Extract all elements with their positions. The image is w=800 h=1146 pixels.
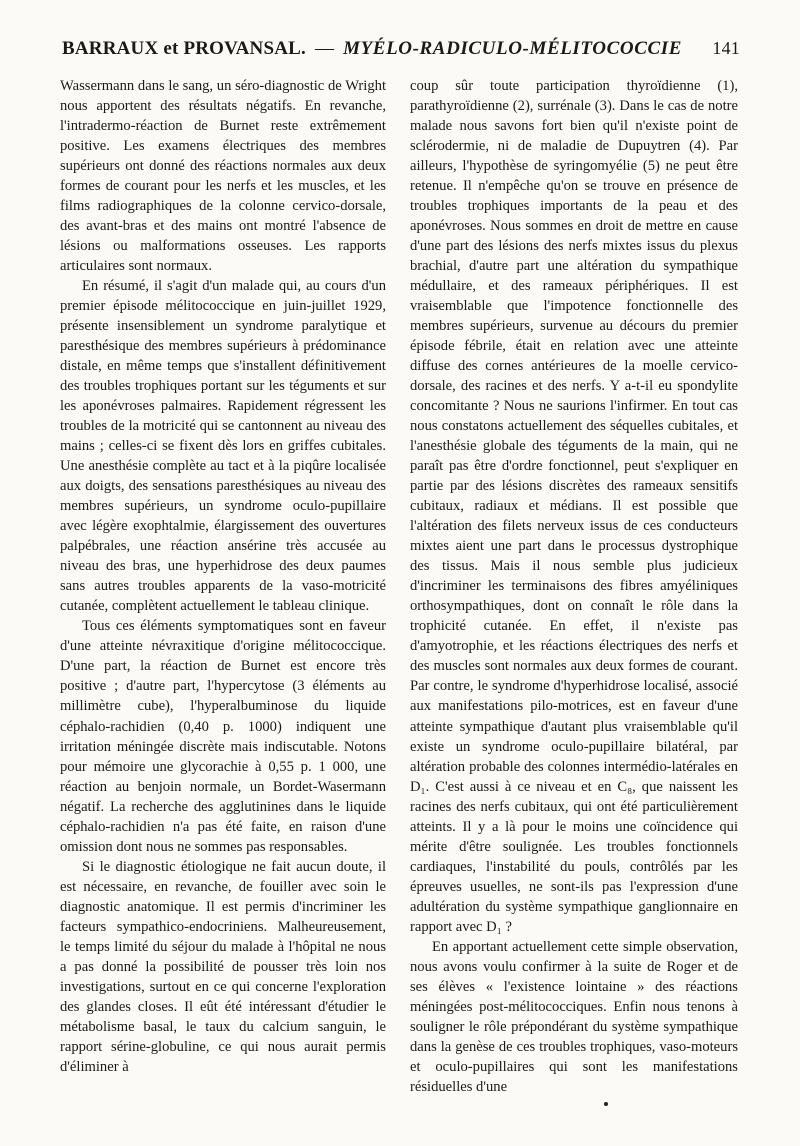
right-paragraph-1: coup sûr toute participation thyroïdienne (1), parathyroïdienne (2), surrénale (3). Dans le cas de notre malade nous savons fort bien qu'il n'existe point de sclérodermie, ni de maladie de Dupuytren (4). Par ailleurs, l'hypothèse de syringomyélie (5) ne peut être retenue. Il n'empêche qu'on se trouve en présence de troubles trophiques importants de la peau et des aponévroses. Nous sommes en droit de mettre en cause d'une part des lésions des nerfs mixtes issus du plexus brachial, d'autre part une altération du sympathique médullaire, et des rameaux périphériques. Il est vraisemblable que l'impotence fonctionnelle des membres supérieurs, survenue au décours du premier épisode fébrile, était en relation avec une atteinte diffuse des cornes antérieures de la moelle cervico-dorsale, des racines et des nerfs. Y a-t-il eu spondylite concomitante ? Nous ne saurions l'infirmer. En tout cas nous constatons actuellement des séquelles cubitales, et l'anesthésie globale des téguments de la main, qui ne paraît pas être d'ordre fonctionnel, peut s'expliquer en partie par des lésions discrètes des rameaux sensitifs cubitaux, radiaux et médians. Il est possible que l'altération des filets nerveux issus de ces conducteurs mixtes aient une part dans le processus dystrophique des tissus. Mais il nous semble plus judicieux d'incriminer les terminaisons des fibres amyéliniques orthosympathiques, dont on connaît le rôle dans la trophicité cutanée. En effet, il n'existe pas d'amyotrophie, et les réactions électriques des nerfs et des muscles sont normales aux deux formes de courant. Par contre, le syndrome d'hyperhidrose localisé, associé aux manifestations pilo-motrices, est en faveur d'une atteinte sympathique d'autant plus vraisemblable qu'il existe un syndrome oculo-pupillaire bilatéral, par altération probable des colonnes intermédio-latérales en D₁. C'est aussi à ce niveau et en C₈, que naissent les racines des nerfs cubitaux, qui ont été particulièrement atteints. Il y a là pour le moins une coïncidence qui mérite d'être soulignée. Les troubles fonctionnels cardiaques, l'instabilité du pouls, contrôlés par les épreuves usuelles, ne sont-ils pas l'expression d'une adultération du système sympathique ganglionnaire en rapport avec D₁ ? (410, 78, 738, 935)
page-number: 141 (712, 38, 740, 58)
left-column (60, 76, 386, 1077)
header-authors: BARRAUX et PROVANSAL. (62, 38, 306, 59)
left-paragraph-3: Tous ces éléments symptomatiques sont en faveur d'une atteinte névraxitique d'origine mélitococcique. D'une part, la réaction de Burnet est encore très positive ; d'autre part, l'hypercytose (3 éléments au millimètre cube), l'hyperalbuminose du liquide céphalo-rachidien (0,40 p. 1000) indiquent une irritation méningée discrète mais indiscutable. Notons pour mémoire une glycorachie à 0,55 p. 1 000, une réaction au benjoin normale, un Bordet-Wasermann négatif. La recherche des agglutinines dans le liquide céphalo-rachidien n'a pas été faite, en raison d'une omission dont nous ne sommes pas responsables. (60, 618, 386, 855)
running-header (62, 38, 742, 64)
header-dash: — (314, 38, 335, 59)
right-paragraph-2: En apportant actuellement cette simple observation, nous avons voulu confirmer à la suite de Roger et de ses élèves « l'existence lointaine » des réactions méningées post-mélitococciques. Enfin nous tenons à souligner le rôle prépondérant du système sympathique dans la genèse de ces troubles trophiques, vaso-moteurs et oculo-pupillaires qui sont les manifestations résiduelles d'une (410, 938, 738, 1095)
ink-mark (604, 1102, 608, 1106)
header-title: MYÉLO-RADICULO-MÉLITOCOCCIE (343, 38, 683, 59)
left-paragraph-1: Wassermann dans le sang, un séro-diagnostic de Wright nous apportent des résultats négatifs. En revanche, l'intradermo-réaction de Burnet reste extrêmement positive. Les examens électriques des membres supérieurs ont donné des réactions normales aux deux formes de courant pour les nerfs et les muscles, et les films radiographiques de la colonne cervico-dorsale, des avant-bras et des mains ont montré l'absence de lésions ou malformations osseuses. Les rapports articulaires sont normaux. (60, 78, 386, 275)
right-column (410, 76, 738, 1097)
left-paragraph-4: Si le diagnostic étiologique ne fait aucun doute, il est nécessaire, en revanche, de fouiller avec soin le diagnostic anatomique. Il est permis d'incriminer les facteurs sympathico-endocriniens. Malheureusement, le temps limité du séjour du malade à l'hôpital ne nous a pas donné la possibilité de pousser très loin nos investigations, surtout en ce qui concerne l'exploration des glandes closes. Il eût été intéressant d'étudier le métabolisme basal, le taux du calcium sanguin, le rapport sérine-globuline, ce qui nous aurait permis d'éliminer à (60, 858, 386, 1075)
left-paragraph-2: En résumé, il s'agit d'un malade qui, au cours d'un premier épisode mélitococcique en juin-juillet 1929, présente insensiblement un syndrome paralytique et paresthésique des membres supérieurs à prédominance distale, en même temps que s'installent définitivement des troubles trophiques portant sur les téguments et sur les aponévroses palmaires. Rapidement régressent les troubles de la motricité qui se cantonnent au niveau des mains ; celles-ci se fixent dès lors en griffes cubitales. Une anesthésie complète au tact et à la piqûre localisée aux doigts, des sensations paresthésiques au niveau des membres supérieurs, un syndrome oculo-pupillaire avec légère exophtalmie, élargissement des ouvertures palpébrales, une réaction ansérine très accusée au niveau des bras, une hyperhidrose des deux paumes sans autres troubles apparents de la vaso-motricité cutanée, complètent actuellement le tableau clinique. (60, 278, 386, 615)
